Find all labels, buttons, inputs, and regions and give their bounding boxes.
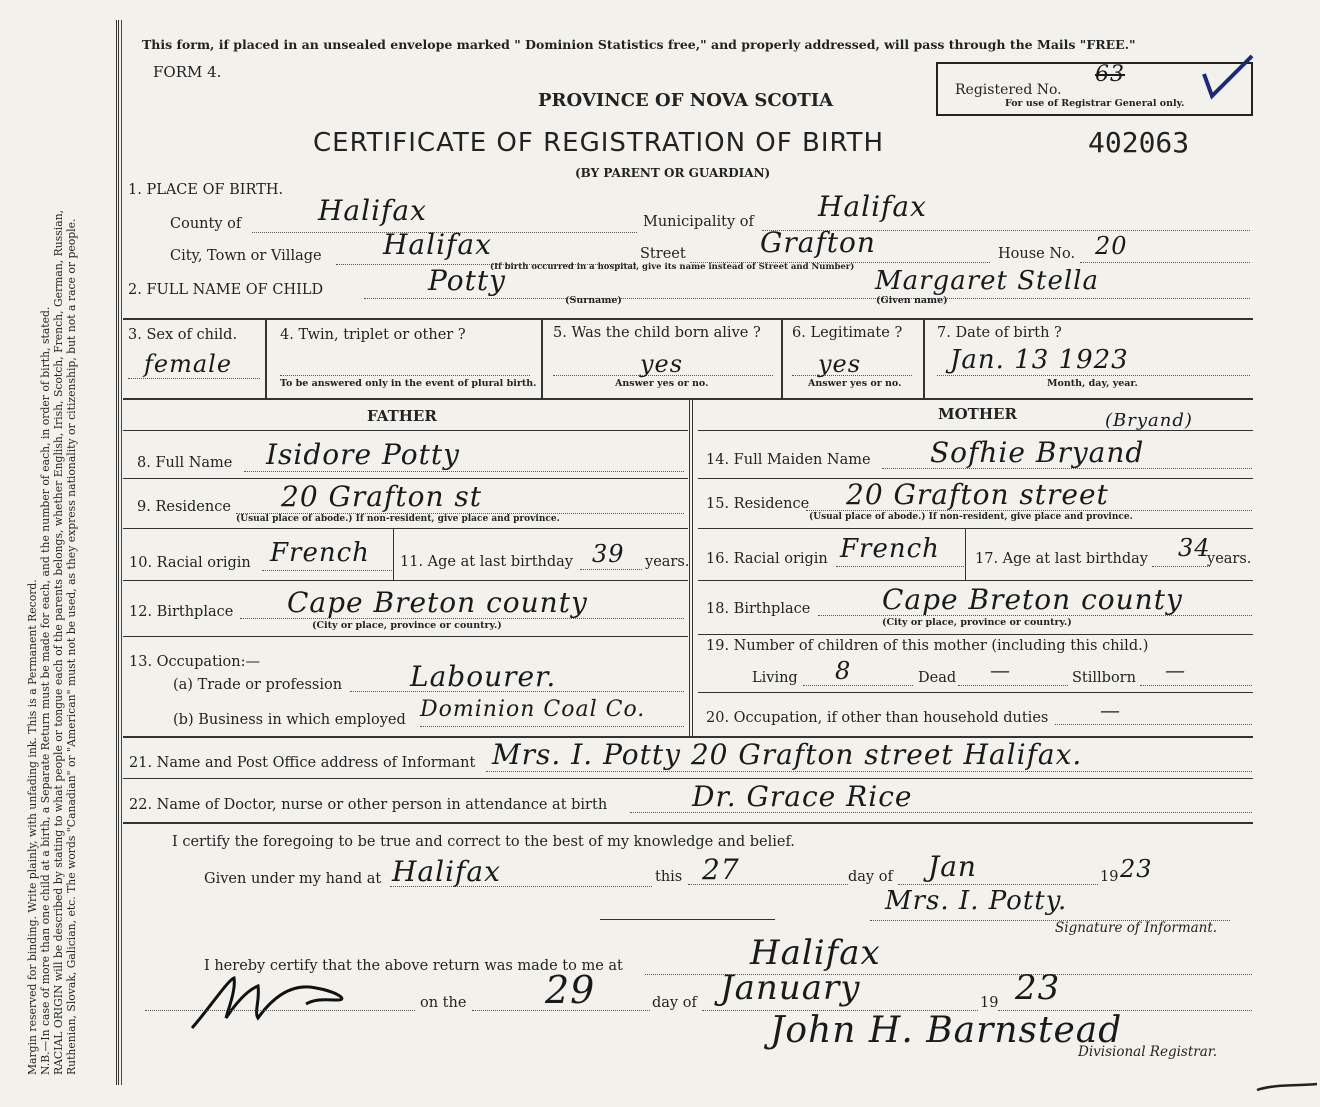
municipality-label: Municipality of <box>643 214 754 230</box>
father-age-label: 11. Age at last birthday <box>400 554 573 570</box>
margin-rule-inner <box>121 20 122 1085</box>
street-label: Street <box>640 246 686 262</box>
informant-line <box>486 771 1252 772</box>
month-value: Jan <box>928 850 977 883</box>
year-value: 23 <box>1120 855 1153 883</box>
father-age-line <box>580 569 642 570</box>
on-the-left-line <box>145 1010 415 1011</box>
father-rule-5 <box>123 636 688 637</box>
margin-rule <box>116 20 119 1085</box>
mother-race-value: French <box>840 534 940 564</box>
given-place-value: Halifax <box>392 855 501 888</box>
twin-label: 4. Twin, triplet or other ? <box>280 327 466 343</box>
year-prefix: 19 <box>1100 869 1119 885</box>
father-race-label: 10. Racial origin <box>129 555 251 571</box>
rule-above-row3 <box>123 318 1253 320</box>
mother-res-value: 20 Grafton street <box>846 478 1109 511</box>
father-age-value: 39 <box>592 540 625 568</box>
mother-name-note: (Bryand) <box>1105 410 1193 431</box>
informant-signature: Mrs. I. Potty. <box>885 886 1068 916</box>
father-age-unit: years. <box>645 554 690 570</box>
legit-value: yes <box>818 350 862 378</box>
city-label: City, Town or Village <box>170 248 322 264</box>
father-res-caption: (Usual place of abode.) If non-resident, give place and province. <box>236 514 560 524</box>
father-bp-label: 12. Birthplace <box>129 604 234 620</box>
dead-value: — <box>990 658 1011 682</box>
divider-3-4 <box>265 318 267 398</box>
page-corner-stroke-icon <box>1255 1078 1319 1100</box>
informant-label: 21. Name and Post Office address of Informant <box>129 755 476 771</box>
father-res-label: 9. Residence <box>137 499 231 515</box>
registrar-statement: I hereby certify that the above return was made to me at <box>204 958 623 974</box>
on-the-label: on the <box>420 995 467 1011</box>
father-biz-value: Dominion Coal Co. <box>420 697 646 722</box>
this-label: this <box>655 869 683 885</box>
registrar-use-note: For use of Registrar General only. <box>1005 98 1185 109</box>
dead-label: Dead <box>918 670 957 686</box>
informant-value: Mrs. I. Potty 20 Grafton street Halifax. <box>492 738 1083 771</box>
doctor-label: 22. Name of Doctor, nurse or other person in attendance at birth <box>129 797 608 813</box>
divider-6-7 <box>923 318 925 398</box>
registrar-sig-caption: Divisional Registrar. <box>1078 1044 1218 1060</box>
father-biz-label: (b) Business in which employed <box>173 712 406 728</box>
margin-line-3: RACIAL ORIGIN will be described by stating to what people or tongue each of the parents belongs, whether English, Irish, Scotch, French, German, Russian, <box>52 209 65 1075</box>
father-race-divider <box>393 528 394 580</box>
certificate-title: CERTIFICATE OF REGISTRATION OF BIRTH <box>313 128 885 158</box>
mother-rule-6 <box>698 692 1253 693</box>
dob-line <box>937 375 1250 376</box>
city-value: Halifax <box>383 228 492 261</box>
father-res-value: 20 Grafton st <box>281 480 483 513</box>
given-label: Given under my hand at <box>204 871 382 887</box>
house-line <box>1080 262 1250 263</box>
stillborn-label: Stillborn <box>1072 670 1136 686</box>
father-race-line <box>262 570 392 571</box>
twin-line <box>280 375 530 376</box>
day-of-label: day of <box>848 869 893 885</box>
registrar-day-of-label: day of <box>652 995 697 1011</box>
margin-instructions <box>26 5 122 1075</box>
father-name-value: Isidore Potty <box>266 438 460 471</box>
mother-age-line <box>1152 566 1210 567</box>
father-rule-4 <box>123 580 688 581</box>
mother-bp-caption: (City or place, province or country.) <box>882 617 1072 628</box>
mother-occ-line <box>1055 724 1252 725</box>
mother-rule-5 <box>698 634 1253 635</box>
margin-line-2: N.B.—In case of more than one child at a birth, a Separate Return must be made for each, and the number of each, in order of birth, stated. <box>39 306 52 1075</box>
mother-rule-4 <box>698 580 1253 581</box>
twin-note: To be answered only in the event of plural birth. <box>280 378 537 389</box>
margin-line-1: Margin reserved for binding. Write plainly, with unfading ink. This is a Permanent Record. <box>26 579 39 1075</box>
father-race-value: French <box>270 538 370 568</box>
alive-label: 5. Was the child born alive ? <box>553 325 761 341</box>
stillborn-line <box>1140 685 1252 686</box>
doctor-value: Dr. Grace Rice <box>692 780 913 813</box>
mail-notice: This form, if placed in an unsealed envelope marked " Dominion Statistics free," and properly addressed, will pass through the Mails "FREE." <box>142 37 1136 52</box>
registrar-place-value: Halifax <box>750 933 881 973</box>
province-heading: PROVINCE OF NOVA SCOTIA <box>538 90 834 111</box>
on-the-value: 29 <box>545 968 596 1012</box>
living-line <box>803 685 913 686</box>
father-rule-1 <box>123 430 688 431</box>
alive-value: yes <box>640 350 684 378</box>
margin-line-4: Ruthenian, Slovak, Galician, etc. The words "Canadian" or "American" must not be used, as they express nationality or citizenship, but not a race or people. <box>65 218 78 1075</box>
child-name-line <box>364 298 1250 299</box>
father-rule-2 <box>123 478 688 479</box>
father-trade-label: (a) Trade or profession <box>173 677 343 693</box>
mother-occ-label: 20. Occupation, if other than household duties <box>706 710 1049 726</box>
dob-caption: Month, day, year. <box>1047 378 1138 389</box>
living-value: 8 <box>835 657 852 685</box>
sex-value: female <box>144 350 233 378</box>
legit-label: 6. Legitimate ? <box>792 325 903 341</box>
father-name-label: 8. Full Name <box>137 455 233 471</box>
mother-age-value: 34 <box>1178 534 1211 562</box>
dob-value: Jan. 13 1923 <box>950 345 1129 375</box>
father-rule-3 <box>123 528 688 529</box>
registered-value: 63 <box>1095 62 1125 87</box>
child-name-label: 2. FULL NAME OF CHILD <box>128 282 324 298</box>
given-caption: (Given name) <box>876 295 948 306</box>
parent-divider <box>689 398 693 736</box>
this-value: 27 <box>702 853 740 886</box>
registrar-month-value: January <box>720 968 861 1008</box>
rule-above-22 <box>123 778 1253 779</box>
mother-race-line <box>836 566 964 567</box>
mother-age-unit: years. <box>1207 551 1252 567</box>
mother-res-caption: (Usual place of abode.) If non-resident, give place and province. <box>809 512 1133 522</box>
mother-heading: MOTHER <box>938 405 1017 423</box>
mother-rule-3 <box>698 528 1253 529</box>
mother-occ-value: — <box>1100 698 1121 722</box>
mother-name-label: 14. Full Maiden Name <box>706 452 871 468</box>
mother-bp-value: Cape Breton county <box>882 583 1183 616</box>
father-name-line <box>244 471 684 472</box>
father-bp-value: Cape Breton county <box>287 586 588 619</box>
house-value: 20 <box>1095 232 1128 260</box>
informant-sig-caption: Signature of Informant. <box>1055 920 1218 936</box>
registrar-year-prefix: 19 <box>980 995 999 1011</box>
rule-above-cert <box>123 822 1253 824</box>
legit-answer-note: Answer yes or no. <box>808 378 902 389</box>
children-label: 19. Number of children of this mother (including this child.) <box>706 638 1149 654</box>
stillborn-value: — <box>1165 658 1186 682</box>
municipality-value: Halifax <box>818 190 927 223</box>
form-number: FORM 4. <box>153 63 222 81</box>
sex-line <box>128 378 260 379</box>
place-of-birth-heading: 1. PLACE OF BIRTH. <box>128 182 284 198</box>
registrar-signature: John H. Barnstead <box>770 1010 1123 1051</box>
month-line <box>898 884 1098 885</box>
county-value: Halifax <box>318 194 427 227</box>
county-label: County of <box>170 216 242 232</box>
mother-race-divider <box>965 528 966 580</box>
dead-line <box>958 685 1068 686</box>
house-label: House No. <box>998 246 1076 262</box>
father-trade-value: Labourer. <box>410 660 557 693</box>
registrar-initials-icon <box>188 970 363 1032</box>
father-heading: FATHER <box>367 407 437 425</box>
child-surname-value: Potty <box>428 264 506 297</box>
street-value: Grafton <box>760 226 876 259</box>
mother-res-label: 15. Residence <box>706 496 810 512</box>
mother-bp-label: 18. Birthplace <box>706 601 811 617</box>
father-occ-label: 13. Occupation:— <box>129 654 260 670</box>
registrar-year-value: 23 <box>1015 968 1061 1008</box>
divider-5-6 <box>781 318 783 398</box>
certify-statement: I certify the foregoing to be true and correct to the best of my knowledge and belief. <box>172 834 795 850</box>
living-label: Living <box>752 670 798 686</box>
left-sig-line <box>600 919 775 920</box>
check-mark-icon <box>1200 52 1255 102</box>
dob-label: 7. Date of birth ? <box>937 325 1062 341</box>
mother-race-label: 16. Racial origin <box>706 551 828 567</box>
hospital-note: (If birth occurred in a hospital, give its name instead of Street and Number) <box>490 262 855 272</box>
alive-answer-note: Answer yes or no. <box>615 378 709 389</box>
registered-label: Registered No. <box>955 82 1062 98</box>
mother-name-value: Sofhie Bryand <box>930 436 1145 469</box>
father-bp-caption: (City or place, province or country.) <box>312 620 502 631</box>
mother-age-label: 17. Age at last birthday <box>975 551 1148 567</box>
surname-caption: (Surname) <box>565 295 622 306</box>
child-given-value: Margaret Stella <box>875 266 1100 296</box>
divider-4-5 <box>541 318 543 398</box>
certificate-number: 402063 <box>1088 126 1190 159</box>
sex-label: 3. Sex of child. <box>128 327 238 343</box>
father-biz-line <box>420 726 684 727</box>
rule-below-row3 <box>123 398 1253 400</box>
certificate-subtitle: (BY PARENT OR GUARDIAN) <box>575 166 771 180</box>
